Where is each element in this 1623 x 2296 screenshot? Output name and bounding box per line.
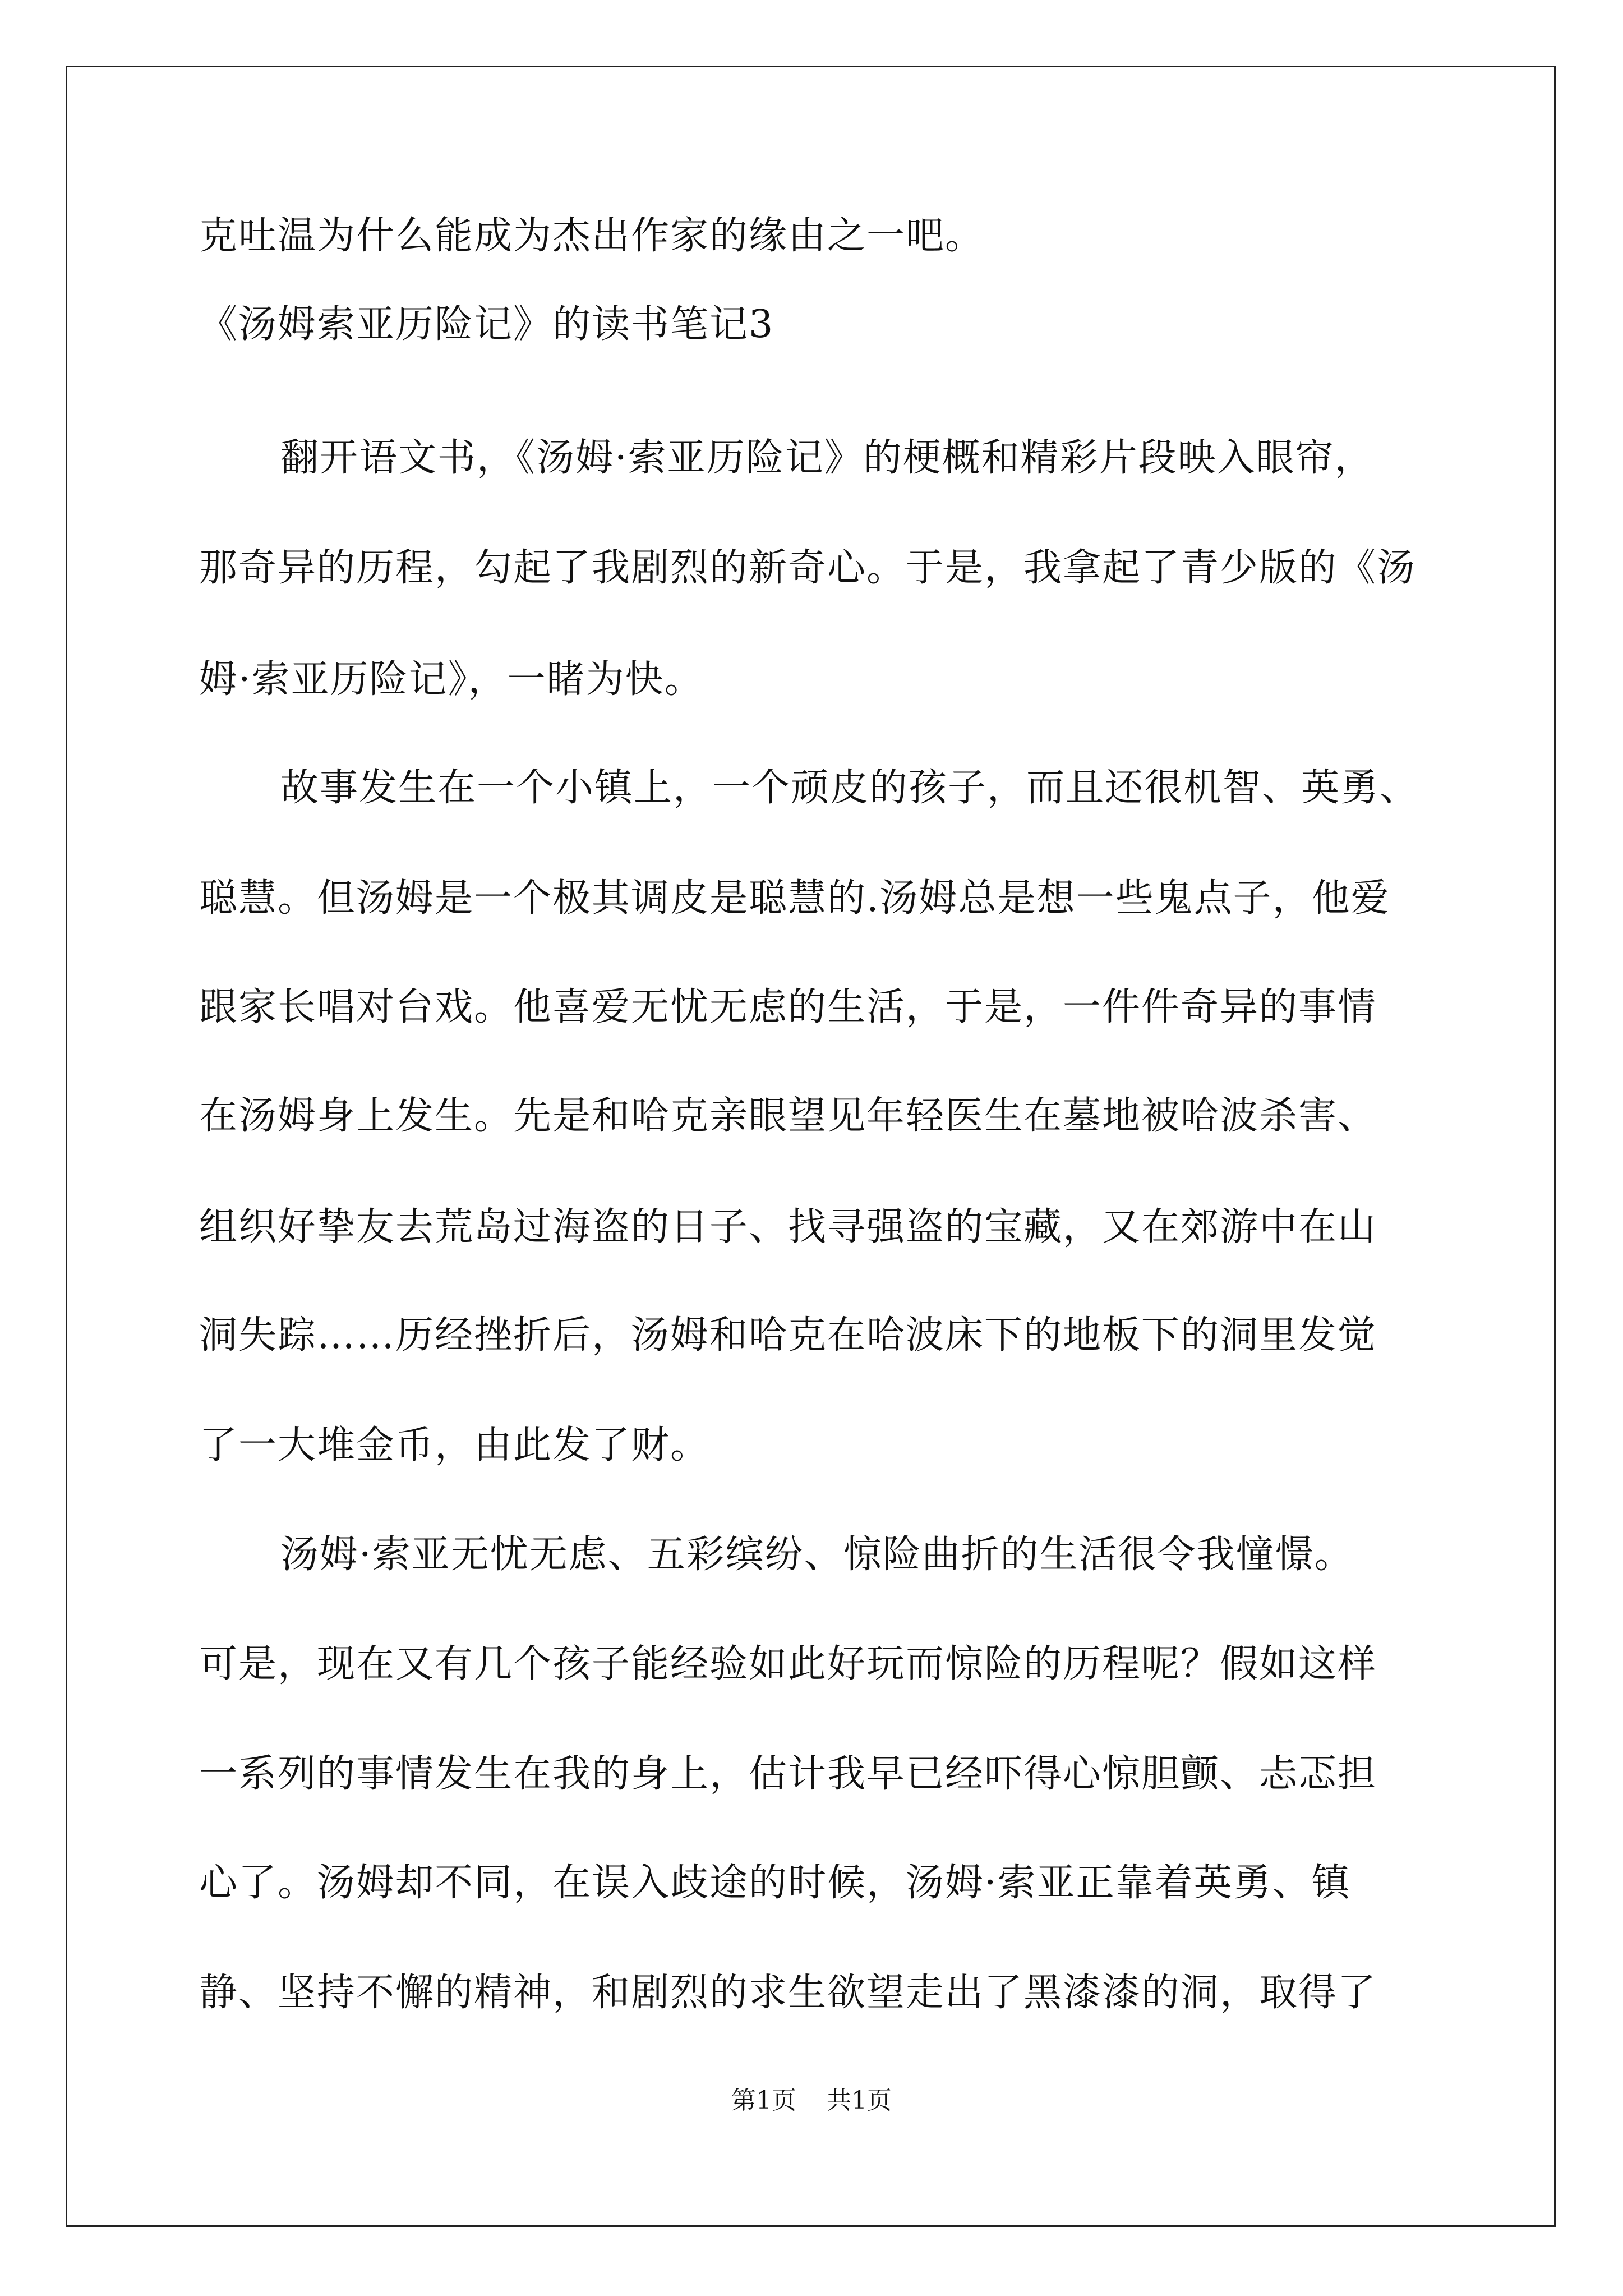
text-line: 心了。汤姆却不同，在误入歧途的时候，汤姆·索亚正靠着英勇、镇 (199, 1861, 1351, 1905)
text-line: 那奇异的历程，勾起了我剧烈的新奇心。于是，我拿起了青少版的《汤 (199, 546, 1417, 590)
text-line: 汤姆·索亚无忧无虑、五彩缤纷、惊险曲折的生活很令我憧憬。 (280, 1533, 1354, 1577)
text-line: 翻开语文书，《汤姆·索亚历险记》的梗概和精彩片段映入眼帘， (280, 436, 1374, 480)
text-line: 了一大堆金币，由此发了财。 (199, 1423, 710, 1467)
text-line: 一系列的事情发生在我的身上，估计我早已经吓得心惊胆颤、忐忑担 (199, 1752, 1377, 1796)
text-line: 洞失踪……历经挫折后，汤姆和哈克在哈波床下的地板下的洞里发觉 (199, 1313, 1377, 1358)
text-line: 姆·索亚历险记》，一睹为快。 (199, 657, 704, 702)
section-heading: 《汤姆索亚历险记》的读书笔记3 (199, 302, 774, 347)
text-line: 故事发生在一个小镇上，一个顽皮的孩子，而且还很机智、英勇、 (280, 766, 1419, 810)
page-number: 第1页 (731, 2086, 796, 2115)
page-total: 共1页 (827, 2086, 892, 2115)
text-line: 在汤姆身上发生。先是和哈克亲眼望见年轻医生在墓地被哈波杀害、 (199, 1094, 1377, 1138)
page-footer (0, 2084, 1623, 2118)
text-line: 跟家长唱对台戏。他喜爱无忧无虑的生活，于是，一件件奇异的事情 (199, 985, 1377, 1029)
text-line: 克吐温为什么能成为杰出作家的缘由之一吧。 (199, 214, 985, 258)
text-line: 聪慧。但汤姆是一个极其调皮是聪慧的.汤姆总是想一些鬼点子，他爱 (199, 876, 1390, 921)
text-line: 可是，现在又有几个孩子能经验如此好玩而惊险的历程呢？假如这样 (199, 1642, 1377, 1686)
text-line: 静、坚持不懈的精神，和剧烈的求生欲望走出了黑漆漆的洞，取得了 (199, 1971, 1377, 2015)
text-line: 组织好挚友去荒岛过海盗的日子、找寻强盗的宝藏，又在郊游中在山 (199, 1205, 1377, 1249)
